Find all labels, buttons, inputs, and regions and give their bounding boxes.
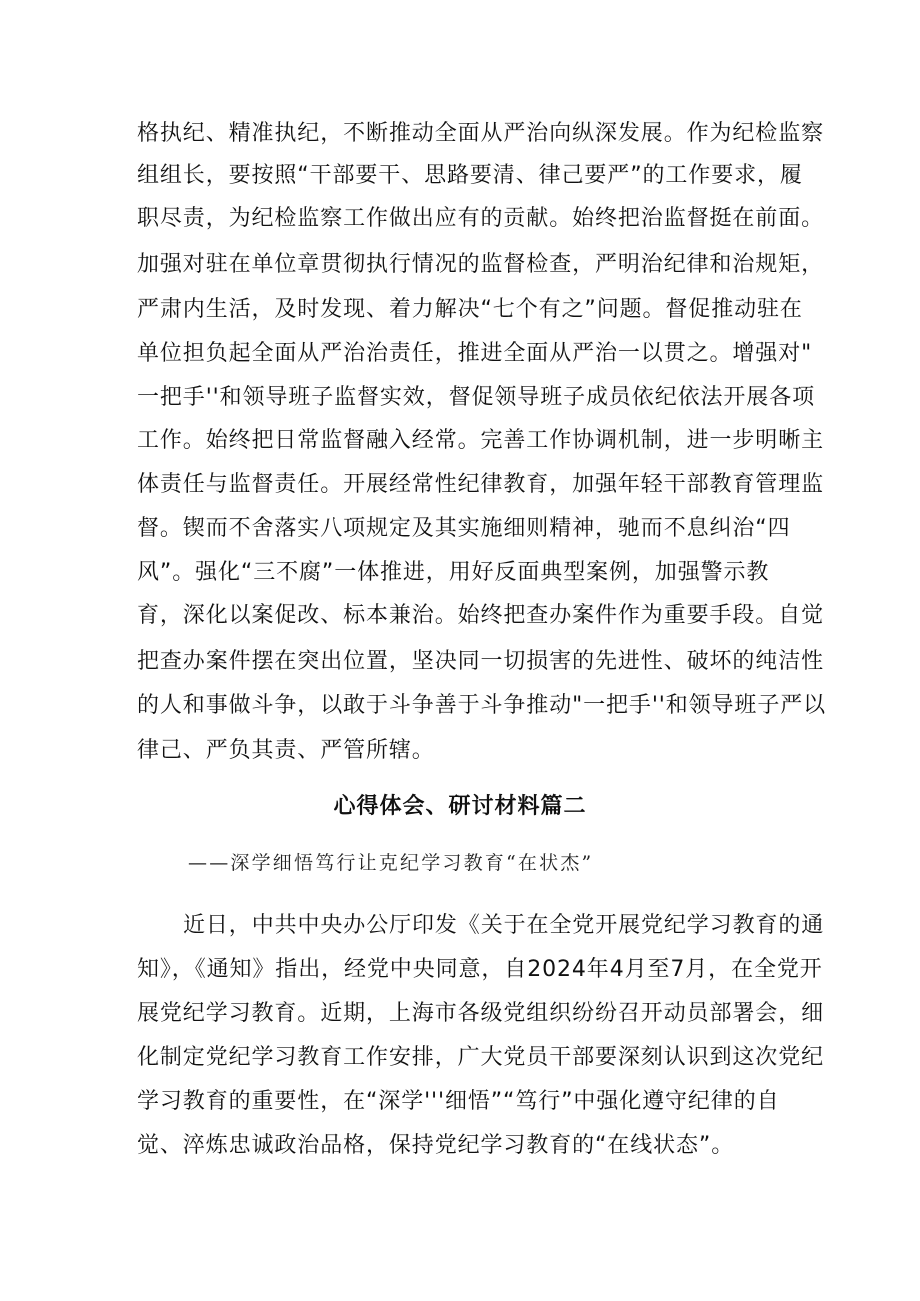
- paragraph-1-line-7: 一把手''和领导班子监督实效，督促领导班子成员依纪依法开展各项: [137, 385, 815, 410]
- paragraph-1-line-10: 督。锲而不舍落实八项规定及其实施细则精神，驰而不息纠治“四: [137, 516, 791, 541]
- section-heading: 心得体会、研讨材料篇二: [333, 794, 587, 819]
- paragraph-2-line-2: 知》，《通知》指出，经党中央同意，自2024年4月至7月，在全党开: [137, 957, 823, 982]
- paragraph-1-line-14: 的人和事做斗争，以敢于斗争善于斗争推动"一把手''和领导班子严以: [137, 693, 827, 718]
- paragraph-1-line-4: 加强对驻在单位章贯彻执行情况的监督检查，严明治纪律和治规矩，: [137, 252, 825, 277]
- paragraph-1-line-8: 工作。始终把日常监督融入经常。完善工作协调机制，进一步明晰主: [137, 428, 825, 453]
- paragraph-2-line-5: 学习教育的重要性，在“深学'''细悟”“笃行”中强化遵守纪律的自: [137, 1089, 780, 1114]
- paragraph-2-line-6: 觉、淬炼忠诚政治品格，保持党纪学习教育的“在线状态”。: [137, 1133, 735, 1158]
- paragraph-1-line-6: 单位担负起全面从严治治责任，推进全面从严治一以贯之。增强对": [137, 341, 813, 366]
- paragraph-2-line-4: 化制定党纪学习教育工作安排，广大党员干部要深刻认识到这次党纪: [137, 1045, 825, 1070]
- paragraph-1-line-3: 职尽责，为纪检监察工作做出应有的贡献。始终把治监督挺在前面。: [137, 206, 825, 231]
- paragraph-1-line-11: 风”。强化“三不腐”一体推进，用好反面典型案例，加强警示教: [137, 560, 770, 585]
- paragraph-1-line-1: 格执纪、精准执纪，不断推动全面从严治向纵深发展。作为纪检监察: [137, 121, 825, 146]
- paragraph-2-line-3: 展党纪学习教育。近期，上海市各级党组织纷纷召开动员部署会，细: [137, 1001, 825, 1026]
- paragraph-2-line-1: 近日，中共中央办公厅印发《关于在全党开展党纪学习教育的通: [183, 913, 825, 938]
- section-subtitle: ——深学细悟笃行让克纪学习教育“在状杰”: [188, 852, 594, 874]
- paragraph-1-line-2: 组组长，要按照“干部要干、思路要清、律己要严”的工作要求，履: [137, 163, 803, 188]
- paragraph-1-line-5: 严肃内生活，及时发现、着力解决“七个有之”问题。督促推动驻在: [137, 297, 803, 322]
- paragraph-1-line-9: 体责任与监督责任。开展经常性纪律教育，加强年轻干部教育管理监: [137, 472, 825, 497]
- paragraph-1-line-15: 律己、严负其责、严管所辖。: [137, 738, 435, 763]
- paragraph-1-line-12: 育，深化以案促改、标本兼治。始终把查办案件作为重要手段。自觉: [137, 603, 825, 628]
- paragraph-1-line-13: 把查办案件摆在突出位置，坚决同一切损害的先进性、破坏的纯洁性: [137, 649, 825, 674]
